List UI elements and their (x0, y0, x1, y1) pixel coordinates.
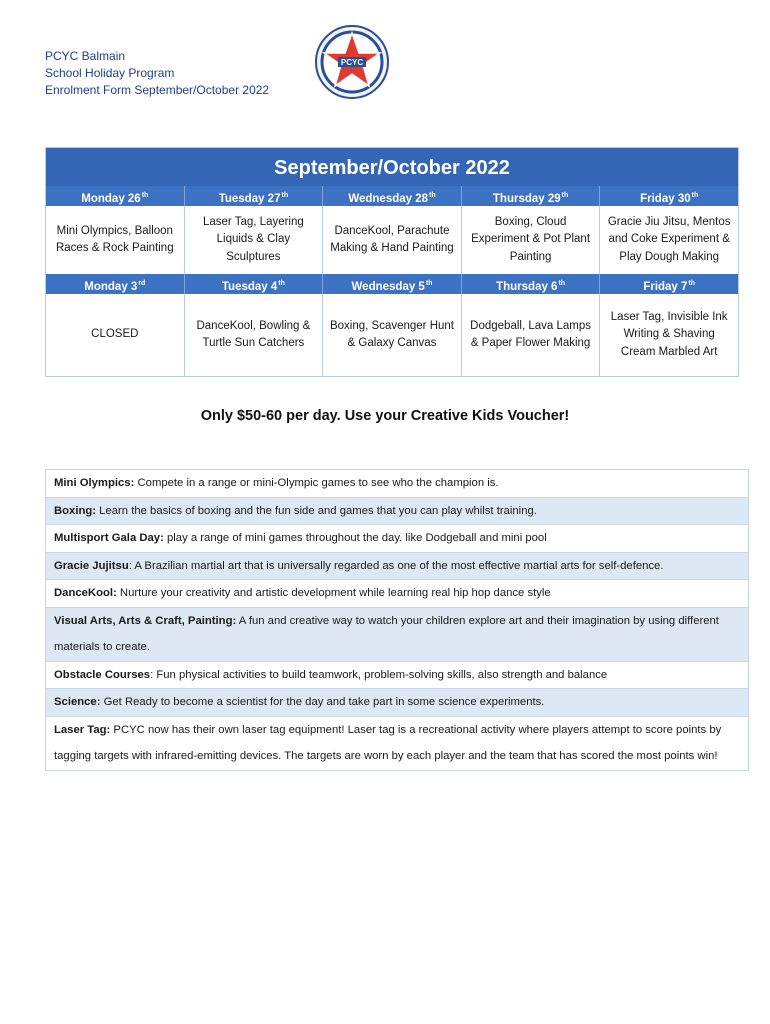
description-term: Gracie Jujitsu (54, 559, 129, 572)
description-row (46, 607, 748, 661)
activity-cell: Mini Olympics, Balloon Races & Rock Painting (55, 224, 174, 254)
description-row (46, 552, 748, 580)
activity-cell: Laser Tag, Invisible Ink Writing & Shaving Cream Marbled Art (599, 294, 738, 376)
day-header: Thursday 29th (461, 186, 600, 206)
description-term: DanceKool: (54, 587, 117, 599)
schedule-table (45, 147, 739, 377)
day-header: Thursday 6th (461, 274, 600, 294)
document-header (45, 48, 269, 99)
week2-activity-row (46, 294, 738, 376)
description-row (46, 524, 748, 552)
description-text: Learn the basics of boxing and the fun side and games that you can play whilst training. (96, 504, 537, 517)
description-text: Compete in a range or mini-Olympic games to see who the champion is. (134, 477, 499, 489)
activity-cell: Boxing, Scavenger Hunt & Galaxy Canvas (322, 294, 461, 376)
activity-cell: Laser Tag, Layering Liquids & Clay Sculptures (184, 206, 323, 274)
description-text: : A Brazilian martial art that is universally regarded as one of the most effective martial arts for self-defence. (128, 559, 664, 572)
description-row (46, 470, 748, 497)
price-promo: Only $50-60 per day. Use your Creative Kids Voucher! (200, 408, 570, 424)
activity-descriptions (45, 469, 749, 771)
day-header: Friday 7th (599, 274, 738, 294)
activity-cell: DanceKool, Bowling & Turtle Sun Catchers (184, 294, 323, 376)
day-header: Tuesday 4th (184, 274, 323, 294)
day-header: Wednesday 28th (322, 186, 461, 206)
description-text: A fun and creative way to watch your children explore art and their imagination by using different materials to create. (54, 614, 719, 653)
activity-cell: Gracie Jiu Jitsu, Mentos and Coke Experiment & Play Dough Making (599, 206, 738, 274)
week1-day-header-row (46, 186, 738, 206)
day-header: Tuesday 27th (184, 186, 323, 206)
description-term: Laser Tag: (54, 723, 111, 736)
activity-cell: DanceKool, Parachute Making & Hand Painting (322, 206, 461, 274)
form-title: Enrolment Form September/October 2022 (45, 83, 270, 97)
description-term: Visual Arts, Arts & Craft, Painting: (54, 614, 237, 627)
logo-text: PCYC (340, 58, 364, 67)
week1-activity-row (46, 206, 738, 274)
org-name: PCYC Balmain (45, 49, 126, 63)
description-text: PCYC now has their own laser tag equipment! Laser tag is a recreational activity where players attempt to score points by tagging targets with infrared-emitting devices. The targets are worn by each player and the team that has scored the most points win! (54, 723, 722, 762)
description-term: Obstacle Courses (54, 668, 151, 681)
description-row (46, 661, 748, 689)
description-text: Nurture your creativity and artistic development while learning real hip hop dance style (116, 587, 551, 599)
description-row (46, 688, 748, 716)
day-header: Friday 30th (599, 186, 738, 206)
description-term: Mini Olympics: (54, 477, 135, 489)
day-header: Wednesday 5th (322, 274, 461, 294)
description-row (46, 579, 748, 607)
activity-cell: Dodgeball, Lava Lamps & Paper Flower Making (461, 294, 600, 376)
day-header: Monday 26th (81, 192, 149, 205)
description-text: play a range of mini games throughout the day. like Dodgeball and mini pool (163, 532, 547, 544)
week2-day-header-row (46, 274, 738, 294)
description-term: Boxing: (54, 504, 97, 517)
activity-cell: Boxing, Cloud Experiment & Pot Plant Painting (461, 206, 600, 274)
description-text: Get Ready to become a scientist for the day and take part in some science experiments. (100, 696, 545, 708)
day-header: Monday 3rd (84, 280, 146, 293)
pcyc-logo (314, 24, 390, 100)
description-term: Multisport Gala Day: (54, 532, 164, 544)
description-row (46, 716, 748, 770)
description-row (46, 497, 748, 525)
activity-cell: CLOSED (91, 328, 139, 341)
description-term: Science: (54, 696, 101, 708)
description-text: : Fun physical activities to build teamwork, problem-solving skills, also strength and balance (150, 668, 608, 681)
program-name: School Holiday Program (45, 66, 175, 80)
schedule-title: September/October 2022 (46, 148, 738, 186)
